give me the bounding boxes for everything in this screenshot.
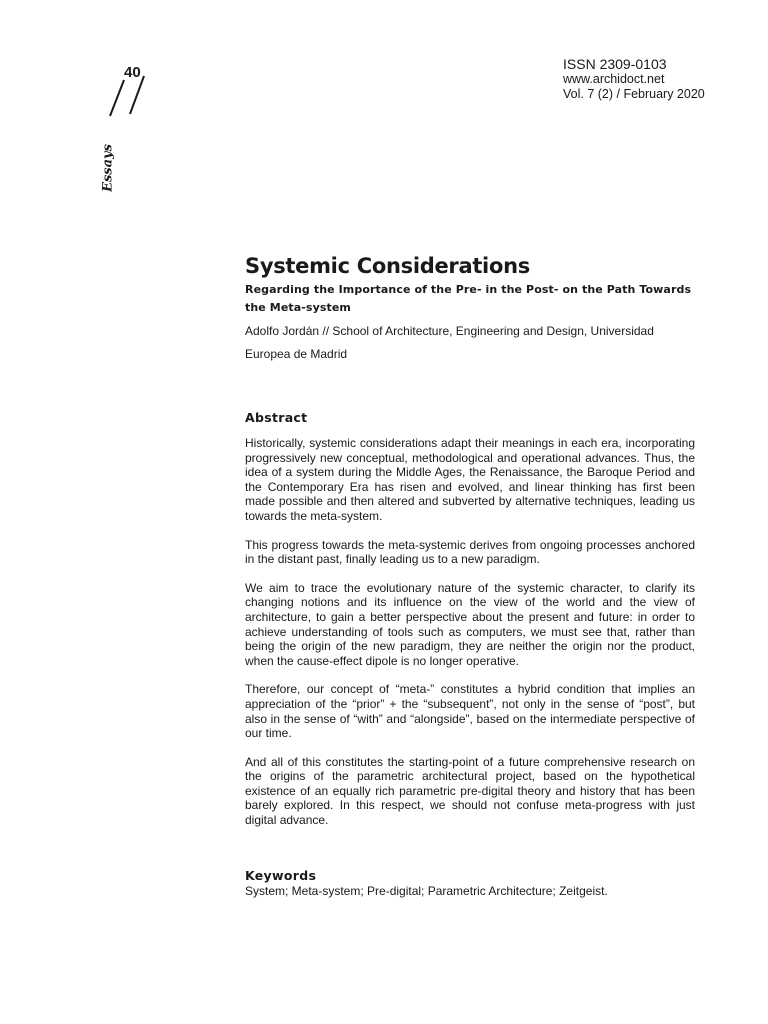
journal-info — [563, 56, 753, 102]
abstract-paragraph: Historically, systemic considerations adapt their meanings in each era, incorporating progressively new conceptual, methodological and operational advances. Thus, the idea of a system during the Middle Ages, the Renaissance, the Baroque Period and the Contemporary Era has risen and evolved, and linear thinking has first been made possible and then altered and subverted by alternative techniques, leading us towards the meta-system. — [245, 436, 695, 523]
article-authors: Adolfo Jordán // School of Architecture, Engineering and Design, Universidad Europea de Madrid — [245, 324, 654, 361]
abstract-paragraph: And all of this constitutes the starting-point of a future comprehensive research on the origins of the parametric architectural project, based on the hypothetical existence of an equally rich parametric pre-digital theory and history that has been barely explored. In this respect, we should not confuse meta-progress with just digital advance. — [245, 754, 695, 828]
page-number: 40 — [124, 64, 141, 81]
abstract-body — [245, 436, 695, 828]
journal-website: www.archidoct.net — [563, 72, 665, 86]
abstract-paragraph: This progress towards the meta-systemic derives from ongoing processes anchored in the distant past, finally leading us to a new paradigm. — [245, 537, 695, 567]
abstract-heading: Abstract — [245, 410, 308, 425]
double-slash-ornament — [106, 70, 150, 120]
keywords-list: System; Meta-system; Pre-digital; Parametric Architecture; Zeitgeist. — [245, 883, 608, 898]
article-subtitle: Regarding the Importance of the Pre- in the Post- on the Path Towards the Meta-system — [245, 283, 692, 314]
keywords-heading: Keywords — [245, 867, 317, 883]
abstract-paragraph: Therefore, our concept of “meta-” constitutes a hybrid condition that implies an appreciation of the “prior” + the “subsequent”, not only in the sense of “post”, but also in the sense of “with” and “alongside”, based on the intermediate perspective of our time. — [245, 682, 695, 741]
journal-volume: Vol. 7 (2) / February 2020 — [563, 87, 705, 101]
section-label-text: Essays — [100, 144, 116, 192]
journal-issn: ISSN 2309-0103 — [563, 56, 667, 72]
article-title: Systemic Considerations — [245, 254, 530, 278]
article-content — [245, 253, 695, 898]
section-label — [88, 144, 128, 192]
abstract-paragraph: We aim to trace the evolutionary nature of the systemic character, to clarify its changing notions and its influence on the view of the world and the view of architecture, to gain a better perspective about the present and future: in order to achieve understanding of tools such as computers, we must see that, rather than being the origin of the new paradigm, they are neither the origin nor the product, when the cause-effect dipole is no longer operative. — [245, 580, 695, 668]
